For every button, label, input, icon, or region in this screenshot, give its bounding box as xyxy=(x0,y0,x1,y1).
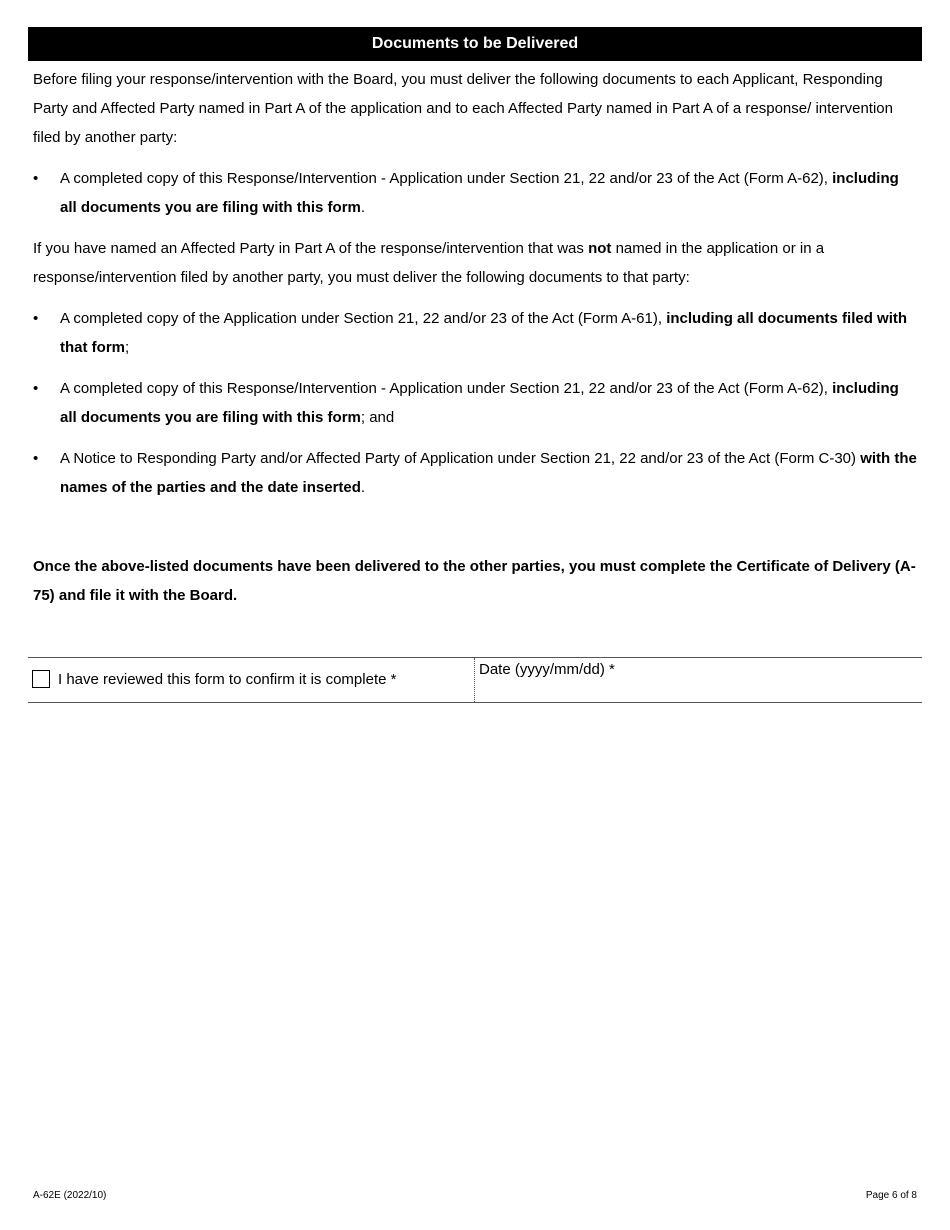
list-item xyxy=(33,164,918,222)
list-item-tail: ; and xyxy=(360,409,395,426)
date-label: Date (yyyy/mm/dd) * xyxy=(479,661,615,678)
list-item-tail: . xyxy=(360,479,366,496)
list-item-tail: . xyxy=(360,199,366,216)
list-item-text: A completed copy of this Response/Intervention - Application under Section 21, 22 and/or 23 of the Act (Form A-62), xyxy=(60,380,833,397)
instructions-body xyxy=(33,65,918,610)
intro-paragraph: Before filing your response/intervention with the Board, you must deliver the following documents to each Applicant, Responding Party and Affected Party named in Part A of the application and to each Affected Party named in Part A of a response/ intervention filed by another party: xyxy=(33,71,893,146)
bullet-glyph: • xyxy=(33,310,39,327)
paragraph-text-after: named in the application or in a response/intervention filed by another party, you must deliver the following documents to that party: xyxy=(33,240,825,286)
list-item-emphasis: including all documents you are filing with this form xyxy=(60,170,899,216)
list-item-emphasis: with the names of the parties and the date inserted xyxy=(60,450,917,496)
list-item-tail: ; xyxy=(125,339,130,356)
list-item-emphasis: including all documents filed with that form xyxy=(60,310,908,356)
form-code: A-62E (2022/10) xyxy=(33,1190,107,1201)
list-item xyxy=(33,304,918,362)
review-checkbox-cell xyxy=(28,658,475,702)
list-item-emphasis: including all documents you are filing with this form xyxy=(60,380,899,426)
list-item-text: A Notice to Responding Party and/or Affected Party of Application under Section 21, 22 and/or 23 of the Act (Form C-30) xyxy=(60,450,861,467)
review-checkbox-label: I have reviewed this form to confirm it is complete * xyxy=(58,671,397,688)
section-header xyxy=(28,27,922,61)
list-item xyxy=(33,444,918,502)
bullet-glyph: • xyxy=(33,450,39,467)
page-number: Page 6 of 8 xyxy=(865,1190,917,1201)
date-field[interactable] xyxy=(479,680,909,698)
paragraph-text-before: If you have named an Affected Party in Part A of the response/intervention that was xyxy=(33,240,589,257)
bullet-glyph: • xyxy=(33,380,39,397)
list-item-text: A completed copy of the Application under Section 21, 22 and/or 23 of the Act (Form A-61), xyxy=(60,310,667,327)
list-item xyxy=(33,374,918,432)
date-cell xyxy=(475,658,922,702)
review-confirmation-row xyxy=(28,657,922,703)
paragraph-emphasis: not xyxy=(588,240,612,257)
bullet-glyph: • xyxy=(33,170,39,187)
affected-party-paragraph xyxy=(33,234,918,292)
closing-instruction: Once the above-listed documents have been delivered to the other parties, you must complete the Certificate of Delivery (A-75) and file it with the Board. xyxy=(33,558,916,604)
review-checkbox[interactable] xyxy=(32,670,50,688)
list-item-text: A completed copy of this Response/Intervention - Application under Section 21, 22 and/or 23 of the Act (Form A-62), xyxy=(60,170,833,187)
section-title: Documents to be Delivered xyxy=(371,35,579,52)
